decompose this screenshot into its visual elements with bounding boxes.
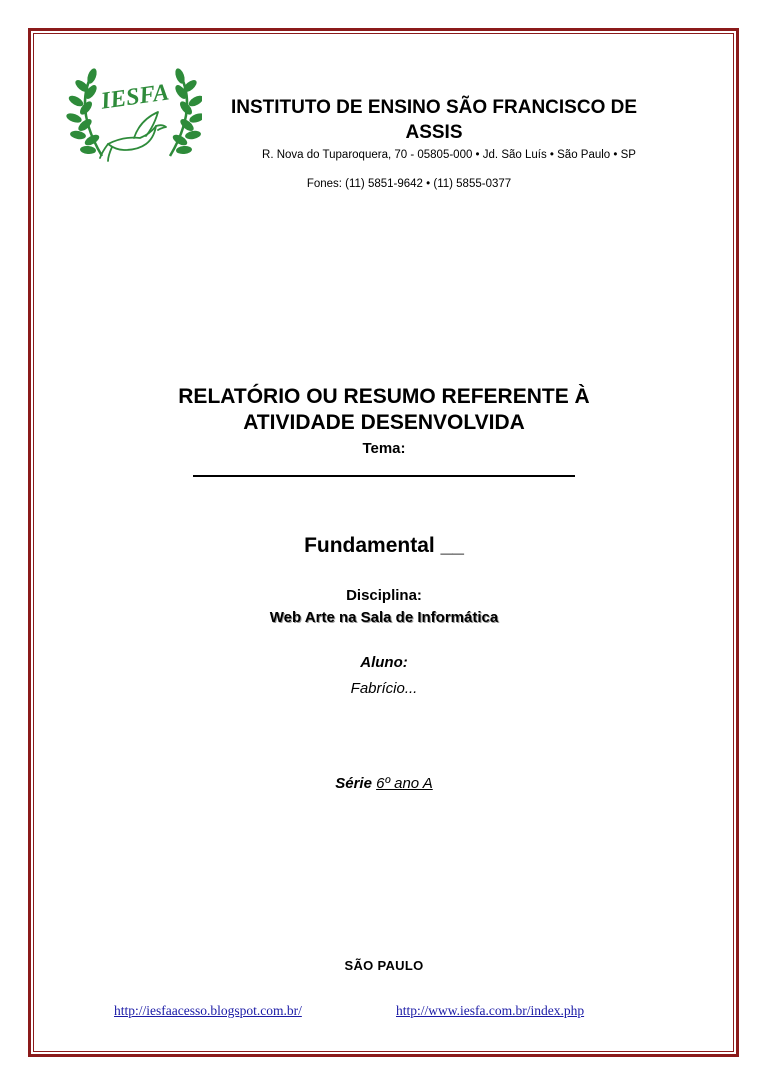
blog-link[interactable]: http://iesfaacesso.blogspot.com.br/ <box>114 1003 302 1018</box>
iesfa-logo <box>62 64 202 168</box>
website-link[interactable]: http://www.iesfa.com.br/index.php <box>396 1003 585 1018</box>
disciplina-value: Web Arte na Sala de Informática <box>269 609 499 626</box>
serie-line <box>264 775 504 793</box>
laurel-wreath-dove-icon <box>62 64 202 168</box>
fundamental-level: Fundamental __ <box>304 534 464 557</box>
aluno-label: Aluno: <box>360 654 408 671</box>
serie-value: 6º ano A <box>376 775 433 792</box>
institution-name: INSTITUTO DE ENSINO SÃO FRANCISCO DE ASSIS <box>230 97 638 143</box>
city-label: SÃO PAULO <box>344 958 424 973</box>
aluno-value: Fabrício... <box>350 680 418 697</box>
tema-label: Tema: <box>362 440 406 457</box>
tema-blank-line <box>193 475 575 477</box>
institution-address: R. Nova do Tuparoquera, 70 - 05805-000 • Jd. São Luís • São Paulo • SP <box>262 149 636 161</box>
report-title: RELATÓRIO OU RESUMO REFERENTE À ATIVIDADE DESENVOLVIDA <box>178 385 590 434</box>
serie-label: Série <box>335 775 372 792</box>
disciplina-label: Disciplina: <box>346 587 422 604</box>
institution-phones: Fones: (11) 5851-9642 • (11) 5855-0377 <box>306 178 512 190</box>
svg-text:IESFA: IESFA <box>99 79 171 115</box>
